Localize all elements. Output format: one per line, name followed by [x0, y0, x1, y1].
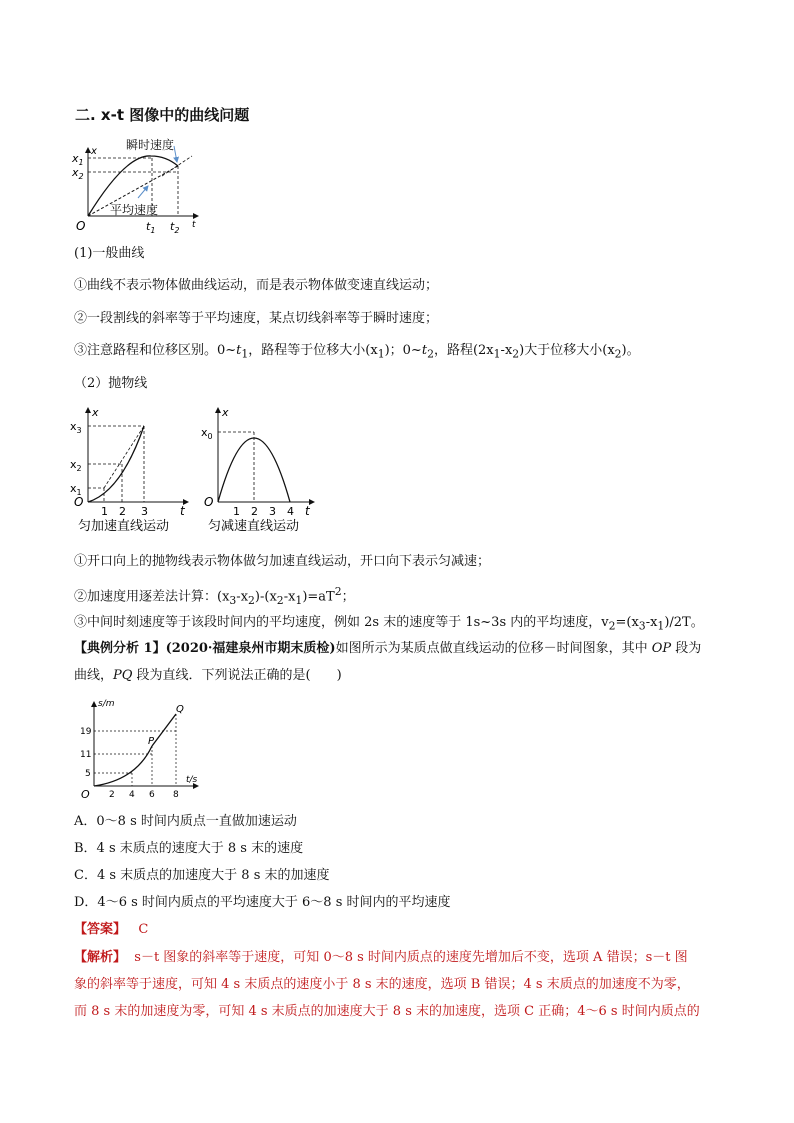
x0-tick: $x_0$ — [201, 426, 213, 441]
svg-text:t: t — [180, 504, 185, 518]
svg-text:x: x — [92, 406, 99, 419]
x2-label: $x_2$ — [72, 166, 84, 181]
svg-text:t: t — [305, 504, 310, 518]
st-graph — [76, 694, 206, 804]
op-curve — [94, 746, 152, 786]
general-heading: (1)一般曲线 — [74, 246, 145, 261]
option-c: C．4 s 末质点的加速度大于 8 s 末的加速度 — [74, 868, 330, 883]
t2-label: $t_2$ — [170, 220, 180, 234]
analysis-line-1: 【解析】 s－t 图象的斜率等于速度，可知 0～8 s 时间内质点的速度先增加后不变，选项 A 错误；s－t 图 — [74, 950, 688, 965]
right-graph-caption: 匀减速直线运动 — [208, 519, 300, 534]
instant-speed-label: 瞬时速度 — [126, 138, 175, 152]
general-point-3: ③注意路程和位移区别。$0\sim t_1$，路程等于位移大小$(x_1)$；$0\sim t_2$，路程$(2x_1-x_2)$大于位移大小$(x_2)$。 — [74, 343, 640, 361]
svg-text:2: 2 — [109, 790, 115, 800]
t-tick-1: 1 — [101, 505, 108, 518]
accelerating-parabola-figure — [66, 404, 194, 536]
answer-line — [74, 922, 148, 938]
x1-tick: $x_1$ — [70, 482, 82, 497]
section-title: 二. x-t 图像中的曲线问题 — [75, 106, 250, 124]
svg-text:x: x — [222, 406, 229, 419]
svg-text:6: 6 — [149, 790, 155, 800]
example-line-1: 【典例分析 1】(2020·福建泉州市期末质检)如图所示为某质点做直线运动的位移－时间图象，其中 OP 段为 — [74, 641, 702, 656]
t-tick-2: 2 — [119, 505, 126, 518]
average-speed-label: 平均速度 — [110, 203, 159, 217]
svg-text:3: 3 — [269, 505, 276, 518]
s-tick-11: 11 — [80, 750, 92, 760]
x-axis-label: x — [91, 146, 97, 157]
option-d: D．4～6 s 时间内质点的平均速度大于 6～8 s 时间内的平均速度 — [74, 895, 451, 910]
s-tick-19: 19 — [80, 727, 92, 737]
svg-text:O: O — [81, 788, 90, 801]
answer-value: C — [138, 922, 149, 937]
svg-text:1: 1 — [233, 505, 240, 518]
pq-line — [152, 714, 176, 746]
left-graph-caption: 匀加速直线运动 — [78, 519, 170, 534]
t-tick-3: 3 — [141, 505, 148, 518]
svg-text:8: 8 — [173, 790, 179, 800]
decelerating-parabola-figure — [198, 404, 320, 536]
analysis-label: 【解析】 — [74, 950, 127, 965]
point-p: P — [148, 736, 155, 747]
svg-text:O: O — [74, 495, 84, 509]
example-label: 【典例分析 1】(2020·福建泉州市期末质检) — [74, 641, 336, 656]
x3-tick: $x_3$ — [70, 420, 82, 435]
instant-arrow — [174, 146, 177, 162]
general-point-2: ②一段割线的斜率等于平均速度，某点切线斜率等于瞬时速度； — [74, 311, 439, 326]
s-tick-5: 5 — [85, 769, 91, 779]
xt-curve-figure — [66, 134, 206, 234]
answer-label: 【答案】 — [74, 922, 127, 937]
x2-tick: $x_2$ — [70, 458, 82, 473]
analysis-line-2: 象的斜率等于速度，可知 4 s 末质点的速度小于 8 s 末的速度，选项 B 错误；4 s 末质点的加速度不为零， — [74, 977, 690, 992]
analysis-line-3: 而 8 s 末的加速度为零，可知 4 s 末质点的加速度大于 8 s 末的加速度，选项 C 正确；4～6 s 时间内质点的 — [74, 1004, 700, 1019]
parabola-point-2: ②加速度用逐差法计算：$(x_3-x_2)-(x_2-x_1)=aT^2$； — [74, 585, 355, 607]
parabola-point-1: ①开口向上的抛物线表示物体做匀加速直线运动，开口向下表示匀减速； — [74, 554, 491, 569]
svg-text:2: 2 — [251, 505, 258, 518]
option-a: A．0～8 s 时间内质点一直做加速运动 — [74, 814, 297, 829]
option-b: B．4 s 末质点的速度大于 8 s 末的速度 — [74, 841, 304, 856]
svg-text:t/s: t/s — [186, 775, 198, 785]
t-axis-label: t — [192, 220, 196, 230]
svg-text:4: 4 — [129, 790, 135, 800]
origin-label: O — [76, 219, 86, 233]
t1-label: $t_1$ — [146, 220, 156, 234]
svg-text:4: 4 — [287, 505, 294, 518]
average-arrow — [138, 186, 148, 198]
x1-label: $x_1$ — [72, 152, 84, 167]
parabola-heading: （2）抛物线 — [74, 376, 148, 391]
general-point-1: ①曲线不表示物体做曲线运动，而是表示物体做变速直线运动； — [74, 278, 439, 293]
svg-text:s/m: s/m — [98, 699, 115, 709]
svg-text:O: O — [204, 495, 214, 509]
example-line-2: 曲线，PQ 段为直线．下列说法正确的是( ) — [74, 668, 342, 683]
point-q: Q — [176, 704, 184, 715]
parabola-point-3: ③中间时刻速度等于该段时间内的平均速度，例如 2s 末的速度等于 1s~3s 内的平均速度，$v_2=(x_3-x_1)/2T$。 — [74, 615, 704, 633]
